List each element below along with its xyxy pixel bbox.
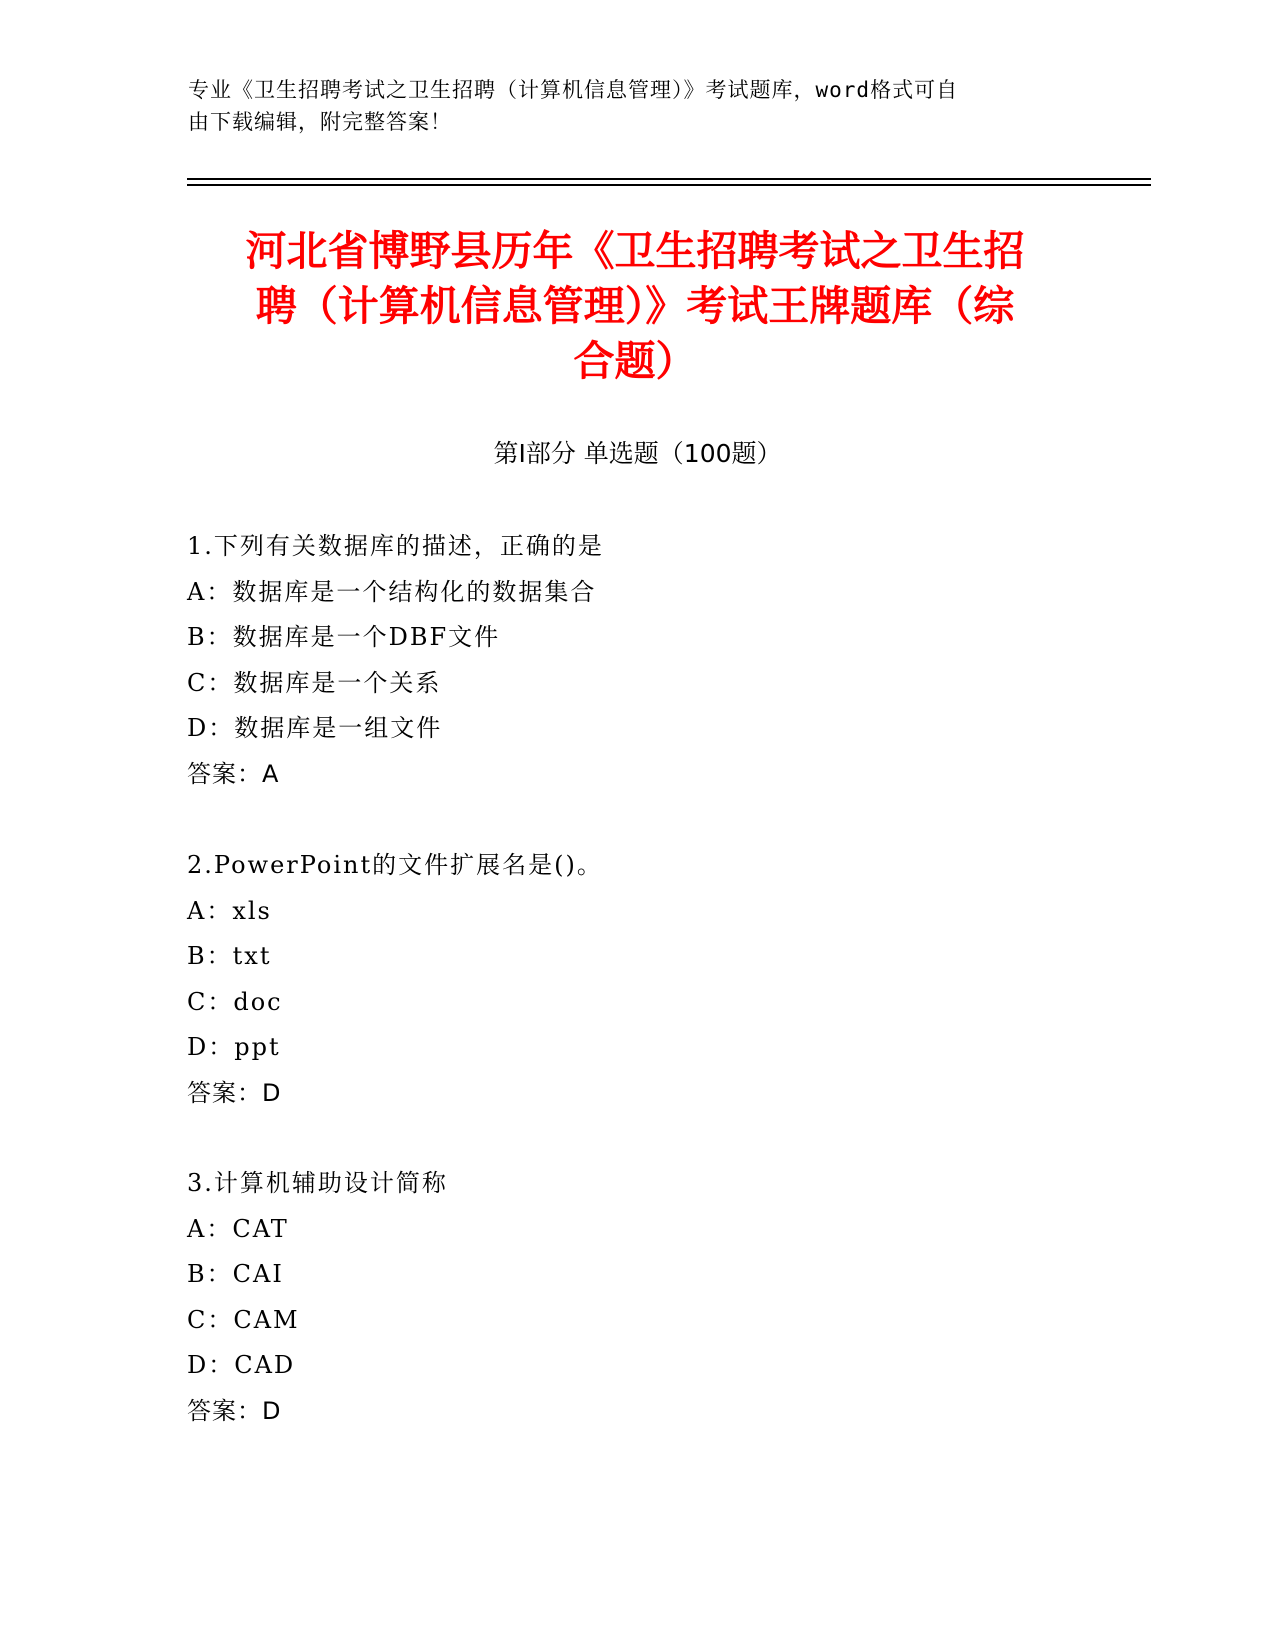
question-stem: 3.计算机辅助设计简称	[187, 1169, 448, 1197]
option-c: C：数据库是一个关系	[187, 668, 442, 697]
document-title-line-2: 聘（计算机信息管理）》考试王牌题库（综	[255, 282, 1015, 330]
answer-line: 答案：A	[187, 759, 280, 788]
option-b: B：CAI	[187, 1260, 284, 1288]
header-note-line-2: 由下载编辑，附完整答案！	[188, 110, 452, 134]
option-d: D：ppt	[187, 1033, 281, 1061]
option-a: A：数据库是一个结构化的数据集合	[187, 577, 597, 606]
option-d: D：数据库是一组文件	[187, 714, 443, 742]
question-2	[187, 843, 1087, 1116]
header-divider-bottom	[187, 184, 1151, 186]
question-3	[187, 1161, 1087, 1434]
option-b: B：txt	[187, 942, 272, 970]
question-stem: 1.下列有关数据库的描述，正确的是	[187, 532, 604, 560]
section-title: 第Ⅰ部分 单选题（100题）	[493, 439, 782, 468]
document-title	[195, 224, 1075, 389]
header-divider-top	[187, 178, 1151, 180]
option-a: A：CAT	[187, 1214, 289, 1243]
answer-line: 答案：D	[187, 1078, 282, 1107]
option-b: B：数据库是一个DBF文件	[187, 623, 501, 651]
header-note-line-1: 专业《卫生招聘考试之卫生招聘（计算机信息管理）》考试题库，word格式可自	[188, 78, 959, 102]
header-note	[188, 74, 1088, 138]
option-c: C：doc	[187, 987, 283, 1016]
option-c: C：CAM	[187, 1305, 300, 1334]
answer-line: 答案：D	[187, 1396, 282, 1425]
document-title-line-1: 河北省博野县历年《卫生招聘考试之卫生招	[245, 227, 1025, 275]
document-title-line-3: 合题）	[573, 337, 697, 385]
option-d: D：CAD	[187, 1351, 296, 1379]
option-a: A：xls	[187, 896, 272, 925]
question-1	[187, 524, 1087, 797]
question-stem: 2.PowerPoint的文件扩展名是()。	[187, 851, 603, 879]
